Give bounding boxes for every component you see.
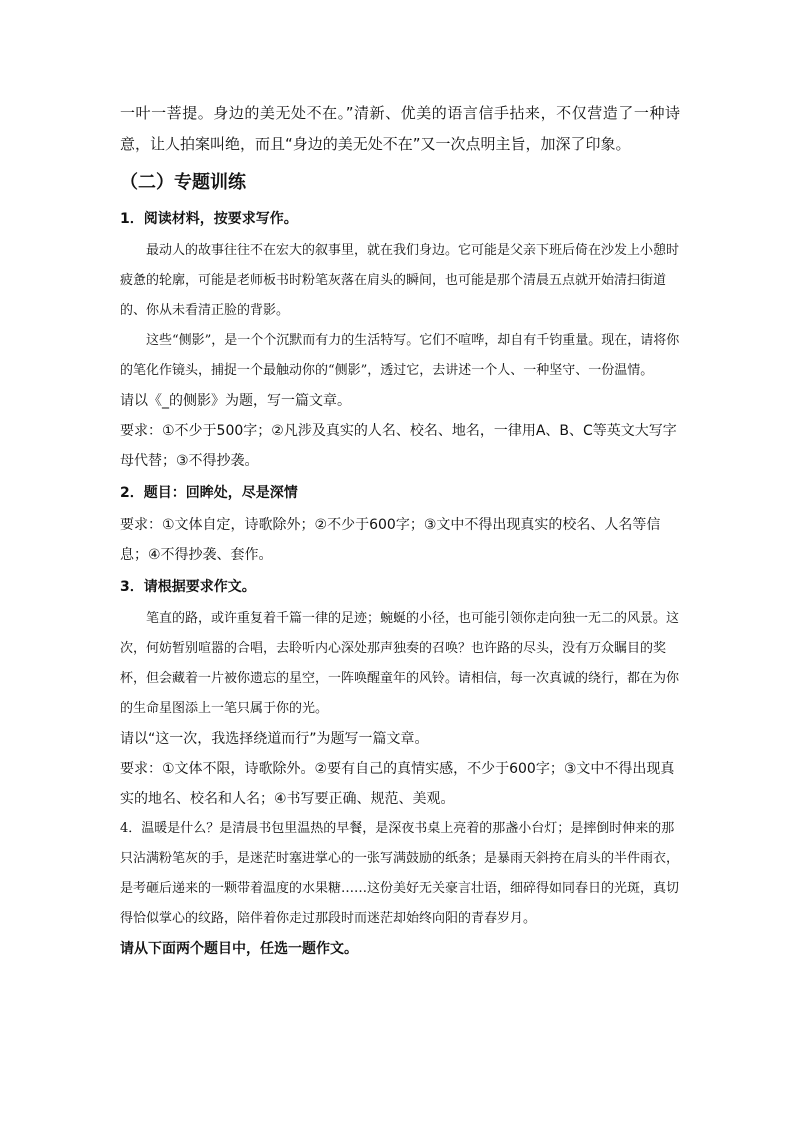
- question-4-text: 4．温暖是什么？是清晨书包里温热的早餐，是深夜书桌上亮着的那盏小台灯；是摔倒时伸来的那只沾满粉笔灰的手，是迷茫时塞进掌心的一张写满鼓励的纸条；是暴雨天斜挎在肩头的半件雨衣，是考砸后递来的一颗带着温度的水果糖……这份美好无关豪言壮语，细碎得如同春日的光斑，真切得恰似掌心的纹路，陪伴着你走过那段时而迷茫却始终向阳的青春岁月。: [120, 821, 680, 926]
- question-3-material: 笔直的路，或许重复着千篇一律的足迹；蜿蜒的小径，也可能引领你走向独一无二的风景。这次，何妨暂别喧嚣的合唱，去聆听内心深处那声独奏的召唤？也许路的尽头，没有万众瞩目的奖杯，但会藏着一片被你遗忘的星空，一阵唤醒童年的风铃。请相信，每一次真诚的绕行，都在为你的生命星图添上一笔只属于你的光。: [120, 611, 680, 716]
- question-1-prompt: 请以《_的侧影》为题，写一篇文章。: [120, 393, 351, 409]
- question-1-title: 1．阅读材料，按要求写作。: [120, 211, 298, 227]
- question-2-title: 2．题目：回眸处，尽是深情: [120, 485, 298, 501]
- question-2-requirements: 要求：①文体自定，诗歌除外；②不少于600字；③文中不得出现真实的校名、人名等信息；④不得抄袭、套作。: [120, 517, 661, 563]
- question-1-material-2: 这些“侧影”，是一个个沉默而有力的生活特写。它们不喧哗，却自有千钧重量。现在，请将你的笔化作镜头，捕捉一个最触动你的“侧影”，透过它，去讲述一个人、一种坚守、一份温情。: [120, 333, 680, 378]
- question-3-prompt: 请以“这一次，我选择绕道而行”为题写一篇文章。: [120, 731, 429, 747]
- question-1-requirements: 要求：①不少于500字；②凡涉及真实的人名、校名、地名，一律用A、B、C等英文大写字母代替；③不得抄袭。: [120, 423, 677, 469]
- document-content: [120, 98, 680, 964]
- lead-paragraph: 一叶一菩提。身边的美无处不在。”清新、优美的语言信手拈来，不仅营造了一种诗意，让人拍案叫绝，而且“身边的美无处不在”又一次点明主旨，加深了印象。: [120, 104, 680, 153]
- section-title: （二）专题训练: [120, 172, 246, 193]
- question-3-requirements: 要求：①文体不限，诗歌除外。②要有自己的真情实感，不少于600字；③文中不得出现真实的地名、校名和人名；④书写要正确、规范、美观。: [120, 761, 675, 807]
- question-1-material-1: 最动人的故事往往不在宏大的叙事里，就在我们身边。它可能是父亲下班后倚在沙发上小憩时疲惫的轮廓，可能是老师板书时粉笔灰落在肩头的瞬间，也可能是那个清晨五点就开始清扫街道的、你从未看清正脸的背影。: [120, 243, 680, 318]
- question-3-title: 3．请根据要求作文。: [120, 579, 256, 595]
- question-4-instruction: 请从下面两个题目中，任选一题作文。: [120, 941, 358, 957]
